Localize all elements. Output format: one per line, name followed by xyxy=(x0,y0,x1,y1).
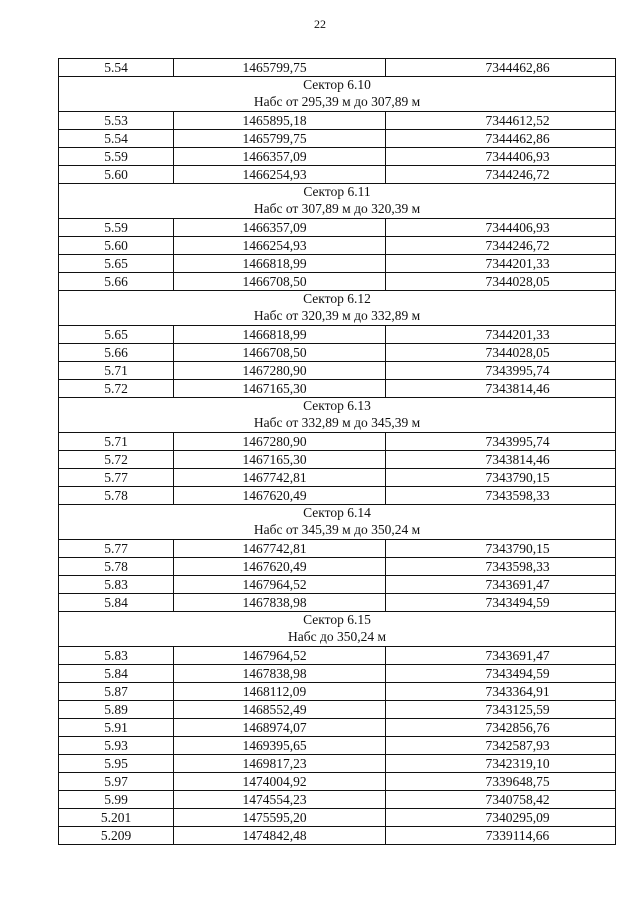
y-coordinate-cell: 7344462,86 xyxy=(386,59,616,77)
point-cell: 5.54 xyxy=(59,130,174,148)
point-cell: 5.201 xyxy=(59,809,174,827)
sector-title: Сектор 6.13 xyxy=(303,398,371,413)
y-coordinate-cell: 7343494,59 xyxy=(386,594,616,612)
x-coordinate-cell: 1469395,65 xyxy=(174,737,386,755)
x-coordinate-cell: 1468552,49 xyxy=(174,701,386,719)
table-row xyxy=(59,380,616,398)
sector-title: Сектор 6.12 xyxy=(303,291,371,306)
point-cell: 5.71 xyxy=(59,433,174,451)
y-coordinate-cell: 7344246,72 xyxy=(386,237,616,255)
point-cell: 5.71 xyxy=(59,362,174,380)
sector-header-row xyxy=(59,612,616,647)
y-coordinate-cell: 7343598,33 xyxy=(386,487,616,505)
point-cell: 5.54 xyxy=(59,59,174,77)
table-row xyxy=(59,362,616,380)
sector-range: Набс от 345,39 м до 350,24 м xyxy=(253,522,421,537)
y-coordinate-cell: 7342587,93 xyxy=(386,737,616,755)
y-coordinate-cell: 7339648,75 xyxy=(386,773,616,791)
x-coordinate-cell: 1469817,23 xyxy=(174,755,386,773)
table-row xyxy=(59,451,616,469)
y-coordinate-cell: 7344201,33 xyxy=(386,255,616,273)
sector-range: Набс от 295,39 м до 307,89 м xyxy=(253,94,421,109)
point-cell: 5.66 xyxy=(59,273,174,291)
sector-header-row xyxy=(59,291,616,326)
point-cell: 5.60 xyxy=(59,166,174,184)
sector-range: Набс от 307,89 м до 320,39 м xyxy=(253,201,421,216)
sector-title: Сектор 6.14 xyxy=(303,505,371,520)
point-cell: 5.84 xyxy=(59,665,174,683)
coordinates-table-body xyxy=(59,59,616,845)
table-row xyxy=(59,59,616,77)
point-cell: 5.84 xyxy=(59,594,174,612)
x-coordinate-cell: 1466708,50 xyxy=(174,273,386,291)
x-coordinate-cell: 1466254,93 xyxy=(174,166,386,184)
sector-header-row xyxy=(59,77,616,112)
sector-header xyxy=(59,612,616,647)
x-coordinate-cell: 1467280,90 xyxy=(174,362,386,380)
point-cell: 5.78 xyxy=(59,487,174,505)
sector-title: Сектор 6.10 xyxy=(303,77,371,92)
x-coordinate-cell: 1467742,81 xyxy=(174,469,386,487)
x-coordinate-cell: 1465895,18 xyxy=(174,112,386,130)
point-cell: 5.59 xyxy=(59,219,174,237)
point-cell: 5.78 xyxy=(59,558,174,576)
y-coordinate-cell: 7343598,33 xyxy=(386,558,616,576)
point-cell: 5.209 xyxy=(59,827,174,845)
point-cell: 5.66 xyxy=(59,344,174,362)
table-row xyxy=(59,701,616,719)
sector-range: Набс от 332,89 м до 345,39 м xyxy=(253,415,421,430)
table-row xyxy=(59,130,616,148)
sector-header xyxy=(59,184,616,219)
x-coordinate-cell: 1466254,93 xyxy=(174,237,386,255)
table-row xyxy=(59,755,616,773)
point-cell: 5.77 xyxy=(59,469,174,487)
y-coordinate-cell: 7339114,66 xyxy=(386,827,616,845)
y-coordinate-cell: 7343814,46 xyxy=(386,380,616,398)
y-coordinate-cell: 7340295,09 xyxy=(386,809,616,827)
point-cell: 5.97 xyxy=(59,773,174,791)
table-row xyxy=(59,469,616,487)
table-row xyxy=(59,540,616,558)
point-cell: 5.65 xyxy=(59,326,174,344)
y-coordinate-cell: 7343995,74 xyxy=(386,362,616,380)
x-coordinate-cell: 1466357,09 xyxy=(174,219,386,237)
x-coordinate-cell: 1467964,52 xyxy=(174,647,386,665)
x-coordinate-cell: 1474842,48 xyxy=(174,827,386,845)
table-row xyxy=(59,594,616,612)
sector-header-row xyxy=(59,398,616,433)
sector-title: Сектор 6.11 xyxy=(303,184,371,199)
table-row xyxy=(59,737,616,755)
sector-header xyxy=(59,77,616,112)
y-coordinate-cell: 7344406,93 xyxy=(386,219,616,237)
point-cell: 5.87 xyxy=(59,683,174,701)
point-cell: 5.72 xyxy=(59,380,174,398)
sector-header-row xyxy=(59,184,616,219)
sector-title: Сектор 6.15 xyxy=(303,612,371,627)
x-coordinate-cell: 1465799,75 xyxy=(174,130,386,148)
x-coordinate-cell: 1475595,20 xyxy=(174,809,386,827)
x-coordinate-cell: 1467838,98 xyxy=(174,665,386,683)
y-coordinate-cell: 7344201,33 xyxy=(386,326,616,344)
x-coordinate-cell: 1467165,30 xyxy=(174,451,386,469)
point-cell: 5.91 xyxy=(59,719,174,737)
table-row xyxy=(59,791,616,809)
x-coordinate-cell: 1465799,75 xyxy=(174,59,386,77)
table-row xyxy=(59,719,616,737)
x-coordinate-cell: 1467165,30 xyxy=(174,380,386,398)
sector-header-row xyxy=(59,505,616,540)
coordinates-table xyxy=(58,58,616,845)
x-coordinate-cell: 1474554,23 xyxy=(174,791,386,809)
sector-header xyxy=(59,505,616,540)
table-row xyxy=(59,809,616,827)
point-cell: 5.83 xyxy=(59,647,174,665)
point-cell: 5.53 xyxy=(59,112,174,130)
sector-range: Набс до 350,24 м xyxy=(287,629,386,644)
y-coordinate-cell: 7343790,15 xyxy=(386,540,616,558)
table-row xyxy=(59,433,616,451)
sector-range: Набс от 320,39 м до 332,89 м xyxy=(253,308,421,323)
point-cell: 5.83 xyxy=(59,576,174,594)
point-cell: 5.93 xyxy=(59,737,174,755)
table-row xyxy=(59,344,616,362)
table-row xyxy=(59,237,616,255)
y-coordinate-cell: 7343494,59 xyxy=(386,665,616,683)
point-cell: 5.77 xyxy=(59,540,174,558)
y-coordinate-cell: 7343125,59 xyxy=(386,701,616,719)
table-row xyxy=(59,148,616,166)
sector-header xyxy=(59,398,616,433)
point-cell: 5.60 xyxy=(59,237,174,255)
sector-header xyxy=(59,291,616,326)
point-cell: 5.72 xyxy=(59,451,174,469)
point-cell: 5.95 xyxy=(59,755,174,773)
table-row xyxy=(59,326,616,344)
y-coordinate-cell: 7344462,86 xyxy=(386,130,616,148)
y-coordinate-cell: 7343790,15 xyxy=(386,469,616,487)
table-row xyxy=(59,773,616,791)
table-row xyxy=(59,665,616,683)
table-row xyxy=(59,487,616,505)
point-cell: 5.99 xyxy=(59,791,174,809)
x-coordinate-cell: 1467280,90 xyxy=(174,433,386,451)
x-coordinate-cell: 1467742,81 xyxy=(174,540,386,558)
y-coordinate-cell: 7344246,72 xyxy=(386,166,616,184)
y-coordinate-cell: 7344028,05 xyxy=(386,344,616,362)
y-coordinate-cell: 7342856,76 xyxy=(386,719,616,737)
x-coordinate-cell: 1474004,92 xyxy=(174,773,386,791)
table-row xyxy=(59,273,616,291)
table-row xyxy=(59,219,616,237)
table-row xyxy=(59,647,616,665)
table-row xyxy=(59,576,616,594)
x-coordinate-cell: 1466818,99 xyxy=(174,326,386,344)
y-coordinate-cell: 7343364,91 xyxy=(386,683,616,701)
table-row xyxy=(59,166,616,184)
y-coordinate-cell: 7343691,47 xyxy=(386,576,616,594)
table-row xyxy=(59,827,616,845)
table-row xyxy=(59,112,616,130)
table-row xyxy=(59,683,616,701)
x-coordinate-cell: 1466357,09 xyxy=(174,148,386,166)
point-cell: 5.89 xyxy=(59,701,174,719)
x-coordinate-cell: 1467620,49 xyxy=(174,558,386,576)
y-coordinate-cell: 7344028,05 xyxy=(386,273,616,291)
x-coordinate-cell: 1467620,49 xyxy=(174,487,386,505)
y-coordinate-cell: 7343691,47 xyxy=(386,647,616,665)
page-number: 22 xyxy=(314,17,326,31)
x-coordinate-cell: 1468112,09 xyxy=(174,683,386,701)
y-coordinate-cell: 7340758,42 xyxy=(386,791,616,809)
y-coordinate-cell: 7343814,46 xyxy=(386,451,616,469)
x-coordinate-cell: 1467838,98 xyxy=(174,594,386,612)
point-cell: 5.65 xyxy=(59,255,174,273)
point-cell: 5.59 xyxy=(59,148,174,166)
x-coordinate-cell: 1466708,50 xyxy=(174,344,386,362)
y-coordinate-cell: 7344406,93 xyxy=(386,148,616,166)
y-coordinate-cell: 7342319,10 xyxy=(386,755,616,773)
x-coordinate-cell: 1468974,07 xyxy=(174,719,386,737)
table-row xyxy=(59,255,616,273)
y-coordinate-cell: 7343995,74 xyxy=(386,433,616,451)
y-coordinate-cell: 7344612,52 xyxy=(386,112,616,130)
x-coordinate-cell: 1467964,52 xyxy=(174,576,386,594)
table-row xyxy=(59,558,616,576)
x-coordinate-cell: 1466818,99 xyxy=(174,255,386,273)
